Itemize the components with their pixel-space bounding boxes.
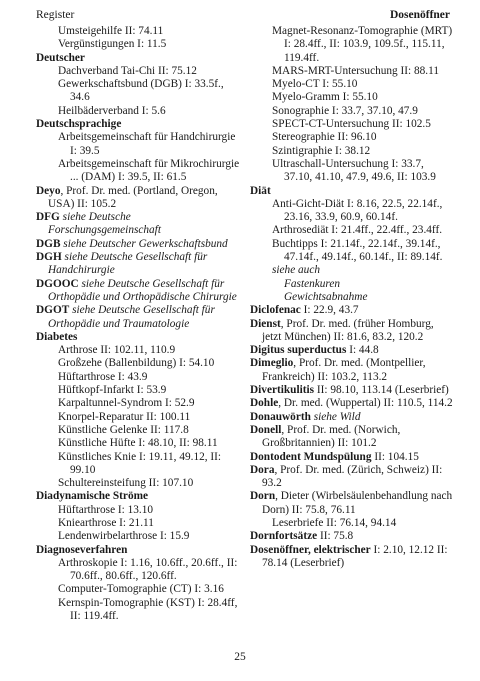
- index-subentry: [36, 517, 241, 530]
- cross-reference: siehe auch: [272, 264, 320, 277]
- index-subentry: [250, 291, 454, 304]
- index-subentry: [250, 517, 454, 530]
- cross-reference: siehe Deutsche Forschungsgemeinschaft: [48, 211, 161, 237]
- entry-term: Diadynamische Ströme: [36, 490, 149, 503]
- entry-locator: II: 75.8: [317, 530, 354, 543]
- entry-locator: , Prof. Dr. med. (Norwich, Großbritannien) II: 101.2: [262, 423, 401, 450]
- entry-locator: Leserbriefe II: 76.14, 94.14: [272, 516, 397, 529]
- index-subentry: [36, 38, 241, 51]
- index-main-entry: [250, 544, 454, 571]
- entry-term: Dosenöffner, elektrischer: [250, 543, 371, 556]
- index-main-entry: [250, 304, 454, 317]
- index-main-entry: [250, 424, 454, 451]
- entry-locator: Lendenwirbelarthrose I: 15.9: [58, 530, 190, 543]
- entry-term: Digitus superductus: [250, 344, 347, 357]
- entry-locator: II: 98.10, 113.14 (Leserbrief): [314, 384, 449, 397]
- index-main-entry: [36, 52, 241, 65]
- index-subentry: [250, 145, 454, 158]
- cross-reference: siehe Deutscher Gewerkschaftsbund: [60, 237, 228, 250]
- entry-locator: Stereographie II: 96.10: [272, 131, 377, 144]
- entry-term: Dimeglio: [250, 357, 294, 370]
- index-column-right: [250, 25, 454, 570]
- index-main-entry: [250, 490, 454, 517]
- index-subentry: [36, 357, 241, 370]
- entry-term: Diät: [250, 184, 271, 197]
- index-subentry: [250, 158, 454, 185]
- entry-locator: Anti-Gicht-Diät I: 8.16, 22.5, 22.14f., 23.16, 33.9, 60.9, 60.14f.: [272, 197, 443, 224]
- entry-term: Donell: [250, 423, 282, 436]
- entry-locator: II: 104.15: [371, 450, 419, 463]
- entry-locator: Dachverband Tai-Chi II: 75.12: [58, 64, 197, 77]
- entry-locator: Hüftkopf-Infarkt I: 53.9: [58, 384, 167, 397]
- entry-term: Dornfortsätze: [250, 530, 318, 543]
- entry-locator: , Dieter (Wirbelsäulenbehandlung nach Dorn) II: 75.8, 76.11: [262, 490, 453, 516]
- cross-reference: Gewichtsabnahme: [284, 290, 368, 303]
- entry-term: Deutscher: [36, 51, 85, 64]
- header-section-label: Register: [36, 9, 75, 21]
- cross-reference: siehe Deutsche Gesellschaft für Orthopädie und Traumatologie: [48, 304, 215, 330]
- entry-locator: Großzehe (Ballenbildung) I: 54.10: [58, 357, 215, 370]
- index-main-entry: [36, 304, 241, 331]
- entry-locator: Künstliche Hüfte I: 48.10, II: 98.11: [58, 437, 218, 450]
- index-main-entry: [250, 344, 454, 357]
- index-subentry: [36, 583, 241, 596]
- index-subentry: [36, 25, 241, 38]
- index-subentry: [36, 344, 241, 357]
- entry-locator: Knorpel-Reparatur II: 100.11: [58, 410, 191, 423]
- index-subentry: [36, 477, 241, 490]
- entry-locator: Magnet-Resonanz-Tomographie (MRT) I: 28.4ff., II: 103.9, 109.5f., 115.11, 119.4ff.: [272, 25, 453, 64]
- entry-term: DGOT: [36, 304, 70, 317]
- index-subentry: [250, 118, 454, 131]
- index-main-entry: [250, 464, 454, 491]
- header-guide-word: Dosenöffner: [389, 9, 450, 21]
- entry-term: DFG: [36, 211, 60, 224]
- index-main-entry: [36, 331, 241, 344]
- entry-locator: Hüftarthrose I: 43.9: [58, 370, 148, 383]
- entry-locator: Computer-Tomographie (CT) I: 3.16: [58, 583, 224, 596]
- entry-term: Divertikulitis: [250, 384, 315, 397]
- entry-term: Dora: [250, 463, 275, 476]
- entry-locator: I: 44.8: [346, 344, 379, 357]
- entry-term: Donauwörth: [250, 410, 311, 423]
- entry-locator: , Prof. Dr. med. (Zürich, Schweiz) II: 93.2: [262, 463, 443, 490]
- index-main-entry: [36, 238, 241, 251]
- index-subentry: [36, 424, 241, 437]
- entry-locator: Vergünstigungen I: 11.5: [58, 38, 167, 51]
- index-main-entry: [250, 384, 454, 397]
- entry-term: DGOOC: [36, 277, 79, 290]
- index-subentry: [36, 411, 241, 424]
- entry-locator: Ultraschall-Untersuchung I: 33.7, 37.10, 41.10, 47.9, 49.6, II: 103.9: [272, 157, 436, 184]
- entry-term: DGB: [36, 237, 61, 250]
- entry-locator: Arbeitsgemeinschaft für Handchirurgie I: 39.5: [58, 131, 236, 157]
- entry-locator: , Prof. Dr. med. (Portland, Oregon, USA) II: 105.2: [48, 184, 218, 210]
- index-subentry: [250, 131, 454, 144]
- entry-term: Deyo: [36, 184, 61, 197]
- index-subentry: [250, 198, 454, 225]
- entry-term: DGH: [36, 251, 62, 264]
- entry-locator: Karpaltunnel-Syndrom I: 52.9: [58, 397, 195, 410]
- entry-term: Dohle: [250, 397, 279, 410]
- index-subentry: [36, 451, 241, 478]
- running-header: [36, 9, 450, 25]
- entry-term: Diclofenac: [250, 304, 301, 317]
- entry-locator: Heilbäderverband I: 5.6: [58, 104, 166, 117]
- cross-reference: Fastenkuren: [284, 277, 341, 290]
- index-subentry: [250, 25, 454, 65]
- index-subentry: [36, 384, 241, 397]
- entry-locator: SPECT-CT-Untersuchung II: 102.5: [272, 118, 431, 131]
- entry-term: Deutschsprachige: [36, 118, 122, 131]
- index-main-entry: [250, 411, 454, 424]
- entry-term: Diabetes: [36, 330, 78, 343]
- index-subentry: [250, 238, 454, 265]
- index-main-entry: [250, 397, 454, 410]
- index-main-entry: [36, 185, 241, 212]
- index-subentry: [250, 65, 454, 78]
- index-subentry: [36, 557, 241, 584]
- entry-locator: Arthrosediät I: 21.4ff., 22.4ff., 23.4ff.: [272, 224, 443, 237]
- index-subentry: [36, 65, 241, 78]
- entry-locator: , Prof. Dr. med. (früher Homburg, jetzt München) II: 81.6, 83.2, 120.2: [262, 317, 434, 343]
- index-main-entry: [250, 357, 454, 384]
- index-main-entry: [250, 451, 454, 464]
- index-subentry: [250, 278, 454, 291]
- entry-locator: , Prof. Dr. med. (Montpellier, Frankreich) II: 103.2, 113.2: [262, 357, 426, 383]
- cross-reference: siehe Wild: [310, 410, 361, 423]
- index-main-entry: [250, 318, 454, 345]
- index-subentry: [36, 371, 241, 384]
- entry-locator: Kniearthrose I: 21.11: [58, 516, 154, 529]
- index-subentry: [36, 504, 241, 517]
- entry-locator: I: 2.10, 12.12 II: 78.14 (Leserbrief): [262, 543, 448, 569]
- index-subentry: [250, 264, 454, 277]
- index-main-entry: [250, 185, 454, 198]
- entry-locator: Myelo-CT I: 55.10: [272, 78, 358, 91]
- index-main-entry: [36, 278, 241, 305]
- index-subentry: [250, 78, 454, 91]
- page-number: 25: [234, 651, 246, 663]
- entry-locator: Myelo-Gramm I: 55.10: [272, 91, 378, 104]
- entry-term: Diagnoseverfahren: [36, 543, 128, 556]
- entry-locator: Arthrose II: 102.11, 110.9: [58, 344, 176, 357]
- index-subentry: [36, 105, 241, 118]
- entry-locator: Szintigraphie I: 38.12: [272, 144, 371, 157]
- entry-locator: MARS-MRT-Untersuchung II: 88.11: [272, 64, 439, 77]
- index-subentry: [36, 158, 241, 185]
- entry-locator: Umsteigehilfe II: 74.11: [58, 25, 164, 37]
- index-subentry: [36, 437, 241, 450]
- index-subentry: [250, 91, 454, 104]
- index-subentry: [36, 78, 241, 105]
- index-main-entry: [36, 118, 241, 131]
- entry-locator: Künstliches Knie I: 19.11, 49.12, II: 99.10: [58, 450, 222, 476]
- index-subentry: [36, 397, 241, 410]
- entry-locator: Kernspin-Tomographie (KST) I: 28.4ff, II: 119.4ff.: [58, 596, 238, 623]
- cross-reference: siehe Deutsche Gesellschaft für Handchirurgie: [48, 251, 208, 277]
- index-subentry: [36, 131, 241, 158]
- entry-locator: I: 22.9, 43.7: [300, 304, 359, 317]
- entry-locator: , Dr. med. (Wuppertal) II: 110.5, 114.2: [278, 397, 453, 410]
- entry-locator: Sonographie I: 33.7, 37.10, 47.9: [272, 104, 418, 117]
- index-main-entry: [36, 490, 241, 503]
- index-subentry: [250, 224, 454, 237]
- index-subentry: [36, 597, 241, 624]
- entry-locator: Hüftarthrose I: 13.10: [58, 503, 154, 516]
- entry-term: Dontodent Mundspülung: [250, 450, 372, 463]
- entry-locator: Schultereinsteifung II: 107.10: [58, 477, 194, 490]
- entry-term: Dorn: [250, 490, 276, 503]
- entry-locator: Künstliche Gelenke II: 117.8: [58, 423, 189, 436]
- entry-locator: Arthroskopie I: 1.16, 10.6ff., 20.6ff., II: 70.6ff., 80.6ff., 120.6ff.: [58, 556, 238, 583]
- index-main-entry: [250, 530, 454, 543]
- entry-term: Dienst: [250, 317, 281, 330]
- entry-locator: Gewerkschaftsbund (DGB) I: 33.5f., 34.6: [58, 78, 224, 104]
- entry-locator: Buchtipps I: 21.14f., 22.14f., 39.14f., 47.14f., 49.14f., 60.14f., II: 89.14f.: [272, 237, 443, 264]
- index-column-left: [36, 25, 241, 623]
- index-subentry: [250, 105, 454, 118]
- index-main-entry: [36, 544, 241, 557]
- index-main-entry: [36, 211, 241, 238]
- index-main-entry: [36, 251, 241, 278]
- cross-reference: siehe Deutsche Gesellschaft für Orthopädie und Orthopädische Chirurgie: [48, 277, 237, 303]
- entry-locator: Arbeitsgemeinschaft für Mikrochirurgie ... (DAM) I: 39.5, II: 61.5: [58, 157, 240, 184]
- index-subentry: [36, 530, 241, 543]
